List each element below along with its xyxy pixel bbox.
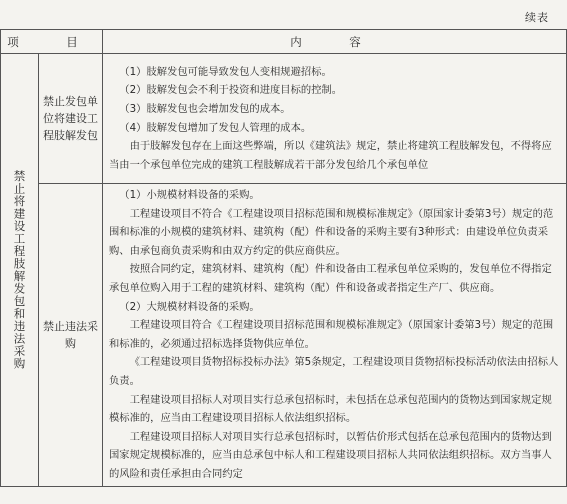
list-item: （1）小规模材料设备的采购。 [119, 189, 260, 201]
list-item: （4）肢解发包增加了发包人管理的成本。 [119, 121, 312, 134]
paragraph: 由于肢解发包存在上面这些弊端，所以《建筑法》规定，禁止将建筑工程肢解发包，不得将应当由一个承包单位完成的建筑工程肢解成若干部分发包给几个承包单位 [109, 140, 552, 171]
subcategory-cell [39, 54, 103, 184]
header-item: 项 目 [1, 30, 103, 54]
paragraph: 工程建设项目招标人对项目实行总承包招标时，以暂估价形式包括在总承包范围内的货物达到国家规定规模标准的，应当由总承包中标人和工程建设项目招标人共同依法组织招标。双方当事人的风险和责任承担由合同约定 [109, 430, 552, 480]
table-row [1, 54, 567, 184]
table-header-row [1, 30, 567, 54]
main-category-cell [1, 54, 39, 487]
regulation-table [0, 29, 567, 487]
table-row [1, 184, 567, 487]
subcategory-label: 禁止违法采购 [43, 319, 98, 350]
subcategory-cell [39, 184, 103, 487]
paragraph: 按照合同约定，建筑材料、建筑构（配）件和设备由工程承包单位采购的，发包单位不得指定承包单位购入用于工程的建筑材料、建筑构（配）件和设备或者指定生产厂、供应商。 [109, 263, 552, 294]
header-content: 内 容 [103, 30, 567, 54]
main-category-label: 禁止将建设工程肢解发包和违法采购 [12, 169, 27, 370]
content-cell [103, 54, 567, 184]
paragraph: 工程建设项目招标人对项目实行总承包招标时，未包括在总承包范围内的货物达到国家规定规模标准的，应当由工程建设项目招标人依法组织招标。 [109, 393, 552, 425]
continued-label: 续表 [525, 11, 549, 24]
list-item: （1）肢解发包可能导致发包人变相规避招标。 [119, 65, 332, 78]
paragraph: 《工程建设项目货物招标投标办法》第5条规定，工程建设项目货物招标投标活动依法由招标人负责。 [109, 356, 559, 387]
paragraph: 工程建设项目不符合《工程建设项目招标范围和规模标准规定》（原国家计委第3号）规定的范围和标准的小规模的建筑材料、建筑构（配）件和设备的采购主要有3种形式：由建设单位负责采购、由承包商负责采购和由双方约定的供应商供应。 [109, 207, 554, 257]
content-cell [103, 184, 567, 487]
paragraph: 工程建设项目符合《工程建设项目招标范围和规模标准规定》（原国家计委第3号）规定的范围和标准的，必须通过招标选择货物供应单位。 [109, 319, 554, 350]
list-item: （2）大规模材料设备的采购。 [119, 300, 260, 313]
list-item: （2）肢解发包会不利于投资和进度目标的控制。 [119, 84, 343, 97]
list-item: （3）肢解发包也会增加发包的成本。 [119, 102, 291, 115]
subcategory-label: 禁止发包单位将建设工程肢解发包 [43, 95, 98, 142]
